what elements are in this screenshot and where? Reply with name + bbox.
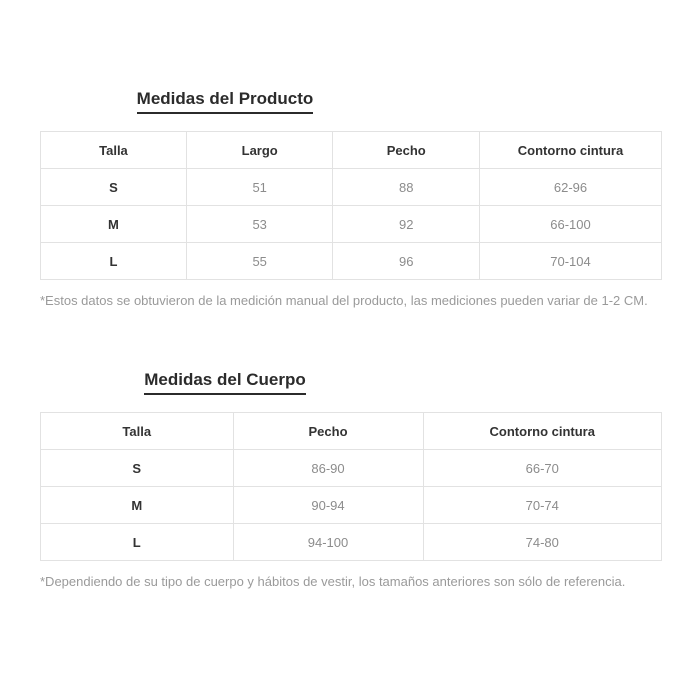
size-cell: S bbox=[41, 450, 234, 487]
column-header: Talla bbox=[41, 132, 187, 169]
value-cell: 96 bbox=[333, 243, 480, 280]
column-header: Contorno cintura bbox=[480, 132, 662, 169]
size-cell: M bbox=[41, 487, 234, 524]
value-cell: 92 bbox=[333, 206, 480, 243]
table-header-row bbox=[41, 132, 662, 169]
value-cell: 70-74 bbox=[423, 487, 661, 524]
table-row bbox=[41, 450, 662, 487]
column-header: Largo bbox=[186, 132, 333, 169]
table-row bbox=[41, 206, 662, 243]
size-cell: M bbox=[41, 206, 187, 243]
value-cell: 90-94 bbox=[233, 487, 423, 524]
body-table-title bbox=[40, 369, 410, 395]
column-header: Contorno cintura bbox=[423, 413, 661, 450]
value-cell: 94-100 bbox=[233, 524, 423, 561]
product-table-title-text: Medidas del Producto bbox=[137, 88, 314, 114]
table-row bbox=[41, 243, 662, 280]
value-cell: 86-90 bbox=[233, 450, 423, 487]
product-table-title bbox=[40, 88, 410, 114]
value-cell: 55 bbox=[186, 243, 333, 280]
product-measurements-section bbox=[40, 88, 662, 309]
column-header: Talla bbox=[41, 413, 234, 450]
column-header: Pecho bbox=[333, 132, 480, 169]
size-cell: L bbox=[41, 524, 234, 561]
product-table-note: *Estos datos se obtuvieron de la medición manual del producto, las mediciones pueden variar de 1-2 CM. bbox=[40, 293, 648, 308]
value-cell: 62-96 bbox=[480, 169, 662, 206]
table-header-row bbox=[41, 413, 662, 450]
value-cell: 53 bbox=[186, 206, 333, 243]
value-cell: 70-104 bbox=[480, 243, 662, 280]
size-cell: L bbox=[41, 243, 187, 280]
body-measurements-section bbox=[40, 369, 662, 590]
product-measurements-table bbox=[40, 131, 662, 280]
value-cell: 66-70 bbox=[423, 450, 661, 487]
size-guide-page bbox=[0, 88, 700, 700]
column-header: Pecho bbox=[233, 413, 423, 450]
body-table-note: *Dependiendo de su tipo de cuerpo y hábitos de vestir, los tamaños anteriores son sólo de referencia. bbox=[40, 574, 626, 589]
body-measurements-table bbox=[40, 412, 662, 561]
value-cell: 51 bbox=[186, 169, 333, 206]
value-cell: 74-80 bbox=[423, 524, 661, 561]
table-row bbox=[41, 524, 662, 561]
table-row bbox=[41, 487, 662, 524]
value-cell: 88 bbox=[333, 169, 480, 206]
size-cell: S bbox=[41, 169, 187, 206]
table-row bbox=[41, 169, 662, 206]
body-table-title-text: Medidas del Cuerpo bbox=[144, 369, 306, 395]
value-cell: 66-100 bbox=[480, 206, 662, 243]
